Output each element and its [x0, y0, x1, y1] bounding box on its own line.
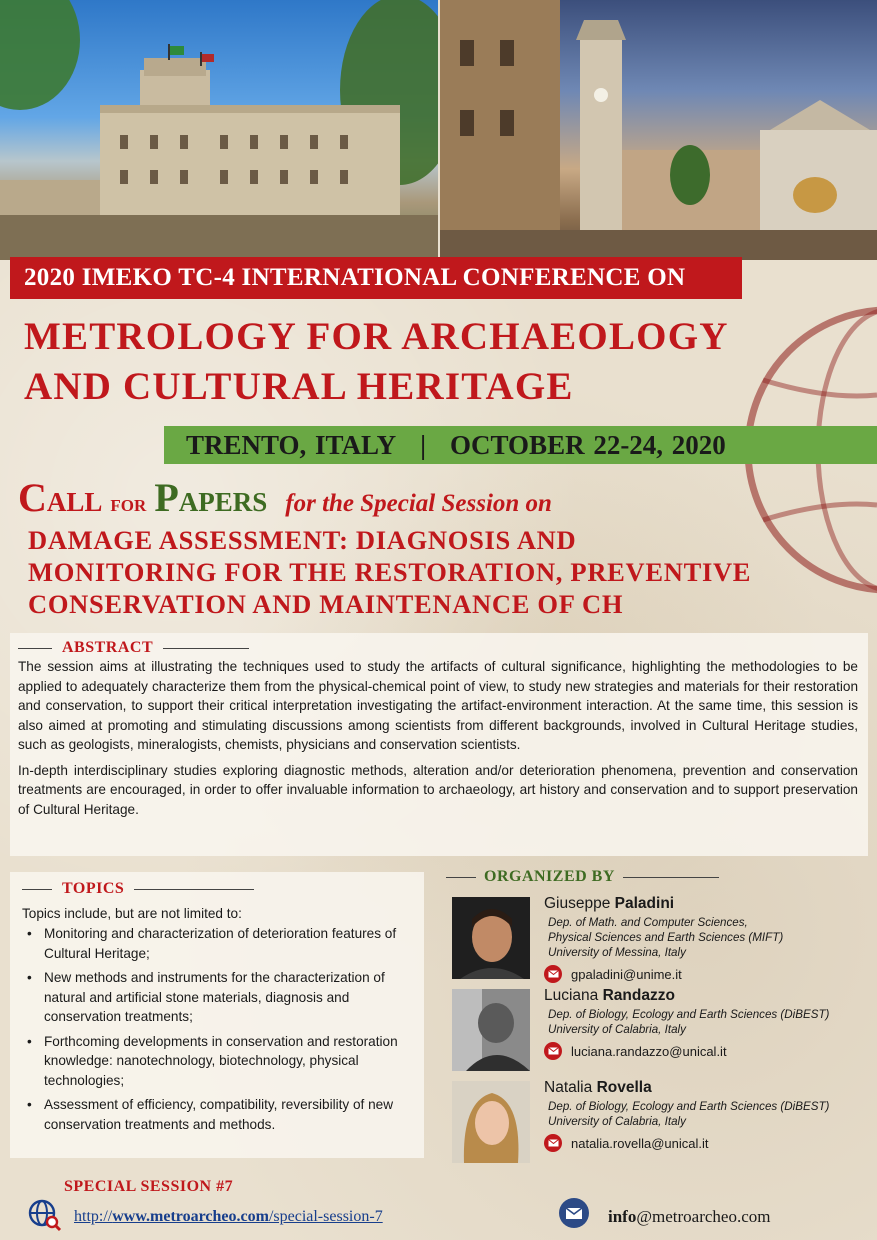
- papers-initial: P: [154, 475, 179, 520]
- list-item: • New methods and instruments for the characterization of natural and artificial stone materials, diagnosis and conservation treatments;: [22, 968, 416, 1027]
- organizer-email[interactable]: [544, 1042, 829, 1060]
- globe-search-icon: [28, 1198, 62, 1232]
- list-item: • Monitoring and characterization of deterioration features of Cultural Heritage;: [22, 924, 416, 963]
- heading-rule: [22, 889, 52, 890]
- organizer-email[interactable]: [544, 1134, 829, 1152]
- heading-rule: [134, 889, 254, 890]
- topics-intro: Topics include, but are not limited to:: [22, 906, 242, 921]
- topics-heading-text: TOPICS: [62, 880, 125, 897]
- mail-icon: [544, 1134, 562, 1152]
- first-name: Natalia: [544, 1079, 593, 1096]
- heading-rule: [18, 648, 52, 649]
- organizers-heading: [446, 868, 877, 886]
- affiliation-line: University of Calabria, Italy: [548, 1115, 686, 1128]
- call-for-papers-heading: [18, 474, 552, 521]
- title-line-2: AND CULTURAL HERITAGE: [24, 365, 574, 408]
- mail-prefix: info: [608, 1207, 637, 1226]
- special-session-label: SPECIAL SESSION #7: [64, 1178, 234, 1195]
- session-title-line-3: CONSERVATION AND MAINTENANCE OF CH: [28, 589, 624, 619]
- organizer-name: [544, 1079, 829, 1097]
- organizer-info: [544, 1079, 829, 1152]
- avatar: [452, 897, 530, 979]
- session-title: [28, 524, 751, 620]
- organizers-heading-text: ORGANIZED BY: [484, 868, 615, 885]
- organizer-card: [452, 989, 872, 1073]
- email-link[interactable]: luciana.randazzo@unical.it: [571, 1043, 727, 1059]
- url-domain: www.metroarcheo.com: [112, 1208, 269, 1225]
- abstract-heading: [18, 639, 858, 657]
- first-name: Luciana: [544, 987, 599, 1004]
- abstract-heading-text: ABSTRACT: [62, 639, 154, 656]
- organizers-section: [446, 868, 877, 1168]
- email-link[interactable]: gpaladini@unime.it: [571, 966, 682, 982]
- organizer-info: [544, 987, 829, 1060]
- organizer-affiliation: [548, 1007, 829, 1037]
- organizer-affiliation: [548, 1099, 829, 1129]
- topics-list: [22, 924, 416, 1134]
- affiliation-line: University of Messina, Italy: [548, 946, 686, 959]
- heading-rule: [446, 877, 476, 878]
- url-path: /special-session-7: [268, 1208, 383, 1225]
- affiliation-line: Dep. of Biology, Ecology and Earth Sciences (DiBEST): [548, 1008, 830, 1021]
- for-text: FOR: [110, 496, 147, 515]
- list-item: • Assessment of efficiency, compatibility, reversibility of new conservation treatments and methods.: [22, 1095, 416, 1134]
- topics-heading: [22, 880, 416, 898]
- castle-photo: [0, 0, 438, 260]
- affiliation-line: Dep. of Math. and Computer Sciences,: [548, 916, 748, 929]
- organizer-name: [544, 895, 783, 913]
- organizer-affiliation: [548, 915, 783, 960]
- location-date-banner: [164, 426, 877, 464]
- session-url-link[interactable]: [74, 1208, 383, 1226]
- conference-banner: 2020 IMEKO TC-4 INTERNATIONAL CONFERENCE ON: [10, 257, 742, 299]
- papers-rest: APERS: [178, 487, 268, 517]
- trento-square-photo: [440, 0, 877, 260]
- last-name: Paladini: [614, 895, 675, 912]
- mail-domain: @metroarcheo.com: [636, 1207, 771, 1226]
- last-name: Randazzo: [602, 987, 675, 1004]
- contact-email-link[interactable]: [608, 1207, 770, 1227]
- mail-icon: [544, 1042, 562, 1060]
- organizer-email[interactable]: [544, 965, 783, 983]
- call-rest: ALL: [46, 487, 103, 517]
- organizer-info: [544, 895, 783, 983]
- location-text: TRENTO, ITALY: [186, 429, 397, 460]
- title-line-1: METROLOGY FOR ARCHAEOLOGY: [24, 315, 729, 358]
- avatar: [452, 1081, 530, 1163]
- special-session-text: for the Special Session on: [285, 490, 552, 517]
- heading-rule: [623, 877, 719, 878]
- session-title-line-2: MONITORING FOR THE RESTORATION, PREVENTIVE: [28, 557, 752, 587]
- first-name: Giuseppe: [544, 895, 611, 912]
- separator: |: [420, 429, 427, 460]
- avatar: [452, 989, 530, 1071]
- email-link[interactable]: natalia.rovella@unical.it: [571, 1135, 709, 1151]
- abstract-paragraph-2: In-depth interdisciplinary studies exploring diagnostic methods, alteration and/or deterioration phenomena, prevention and conservation treatments are encouraged, in order to offer invaluable information to archaeology, art history and conservation and to support preservation of Cultural Heritage.: [18, 762, 858, 817]
- abstract-section: [10, 633, 868, 856]
- last-name: Rovella: [596, 1079, 652, 1096]
- mail-icon: [558, 1197, 590, 1229]
- mail-icon: [544, 965, 562, 983]
- abstract-paragraph-1: The session aims at illustrating the techniques used to study the artifacts of cultural significance, highlighting the methodologies to be applied to adequately characterize them from the physical-chemical point of view, to study new strategies and materials for their restoration and conservation, to support their critical interpretation investigating the artifact-environment interaction. At the same time, this session is also aimed at promoting and stimulating discussions among scientists from different backgrounds, involved in Cultural Heritage studies, such as geologists, mineralogists, chemists, physicians and conservation scientists.: [18, 659, 858, 752]
- organizer-card: [452, 897, 872, 981]
- url-prefix: http://: [74, 1208, 113, 1225]
- header-photos: [0, 0, 877, 260]
- affiliation-line: Dep. of Biology, Ecology and Earth Sciences (DiBEST): [548, 1100, 830, 1113]
- call-initial: C: [18, 475, 47, 520]
- organizer-card: [452, 1081, 872, 1165]
- affiliation-line: University of Calabria, Italy: [548, 1023, 686, 1036]
- conference-title: [24, 312, 729, 412]
- affiliation-line: Physical Sciences and Earth Sciences (MIFT): [548, 931, 784, 944]
- dates-text: OCTOBER 22-24, 2020: [450, 429, 726, 460]
- heading-rule: [163, 648, 249, 649]
- topics-section: [10, 872, 424, 1158]
- session-title-line-1: DAMAGE ASSESSMENT: DIAGNOSIS AND: [28, 525, 577, 555]
- organizer-name: [544, 987, 829, 1005]
- list-item: • Forthcoming developments in conservation and restoration knowledge: nanotechnology, biotechnology, physical technologies;: [22, 1032, 416, 1091]
